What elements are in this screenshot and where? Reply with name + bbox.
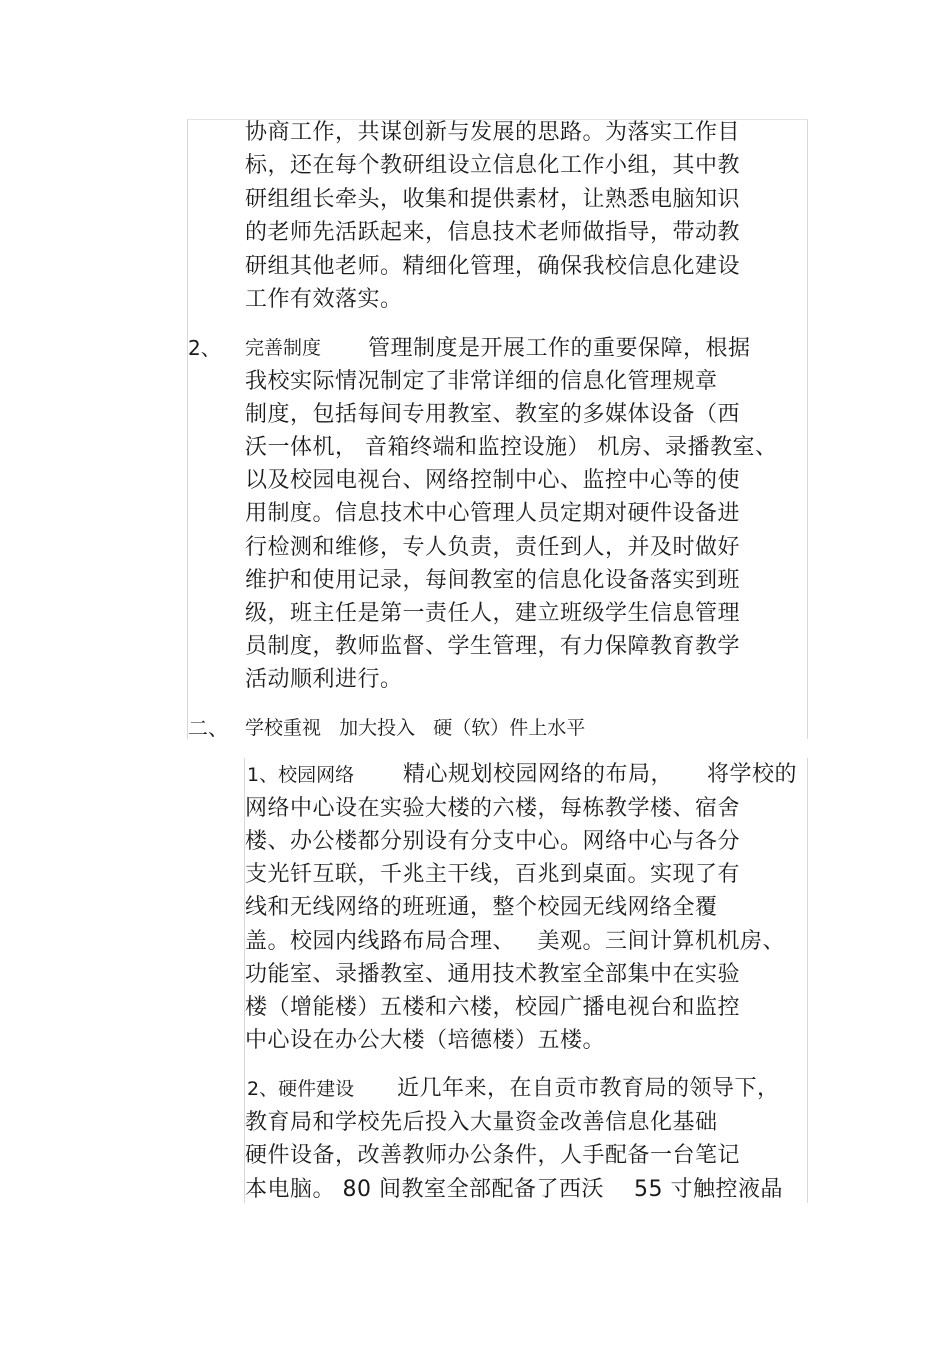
text-line: 标，还在每个教研组设立信息化工作小组，其中教 xyxy=(245,153,741,178)
text-line: 研组组长牵头，收集和提供素材，让熟悉电脑知识 xyxy=(245,187,741,212)
text-line: 线和无线网络的班班通，整个校园无线网络全覆 xyxy=(245,895,718,920)
text-line: 的老师先活跃起来，信息技术老师做指导，带动教 xyxy=(245,220,741,245)
text-line: 管理制度是开展工作的重要保障，根据 xyxy=(368,336,751,361)
text-line: 硬件设备，改善教师办公条件，人手配备一台笔记 xyxy=(245,1143,741,1168)
text-line: 维护和使用记录，每间教室的信息化设备落实到班 xyxy=(245,568,741,593)
text-line: 网络中心设在实验大楼的六楼，每栋教学楼、宿舍 xyxy=(245,796,741,821)
text-line: 用制度。信息技术中心管理人员定期对硬件设备进 xyxy=(245,501,741,526)
inner-right-border xyxy=(807,758,808,1203)
text-line: 以及校园电视台、网络控制中心、监控中心等的使 xyxy=(245,468,741,493)
text-line: 盖。校园内线路布局合理、 美观。三间计算机机房、 xyxy=(245,929,785,954)
text-line: 沃一体机， 音箱终端和监控设施） 机房、录播教室、 xyxy=(245,435,778,460)
text-line: 本电脑。 80 间教室全部配备了西沃 55 寸触控液晶 xyxy=(245,1177,783,1202)
text-line: 将学校的 xyxy=(707,762,798,787)
table-left-border xyxy=(187,119,188,739)
text-line: 研组其他老师。精细化管理，确保我校信息化建设 xyxy=(245,254,741,279)
sub-item-label: 1、校园网络 xyxy=(247,764,355,786)
section-title: 学校重视 加大投入 硬（软）件上水平 xyxy=(245,717,586,739)
text-line: 精心规划校园网络的布局， xyxy=(403,762,674,787)
text-line: 近几年来，在自贡市教育局的领导下， xyxy=(397,1076,780,1101)
text-line: 级，班主任是第一责任人，建立班级学生信息管理 xyxy=(245,601,741,626)
text-line: 制度，包括每间专用教室、教室的多媒体设备（西 xyxy=(245,402,741,427)
text-line: 协商工作，共谋创新与发展的思路。为落实工作目 xyxy=(245,120,741,145)
section-number: 二、 xyxy=(188,716,228,740)
text-line: 楼、办公楼都分别设有分支中心。网络中心与各分 xyxy=(245,829,741,854)
text-line: 我校实际情况制定了非常详细的信息化管理规章 xyxy=(245,369,718,394)
text-line: 活动顺利进行。 xyxy=(245,667,403,692)
item-heading: 完善制度 xyxy=(245,337,322,359)
text-line: 支光钎互联，千兆主干线，百兆到桌面。实现了有 xyxy=(245,862,741,887)
text-line: 员制度，教师监督、学生管理，有力保障教育教学 xyxy=(245,634,741,659)
text-line: 工作有效落实。 xyxy=(245,287,403,312)
text-line: 中心设在办公大楼（培德楼）五楼。 xyxy=(245,1028,606,1053)
table-right-border xyxy=(807,119,808,739)
text-line: 楼（增能楼）五楼和六楼，校园广播电视台和监控 xyxy=(245,995,741,1020)
item-number: 2、 xyxy=(188,336,221,360)
text-line: 教育局和学校先后投入大量资金改善信息化基础 xyxy=(245,1110,718,1135)
sub-item-label: 2、硬件建设 xyxy=(247,1078,355,1100)
text-line: 功能室、录播教室、通用技术教室全部集中在实验 xyxy=(245,962,741,987)
text-line: 行检测和维修，专人负责，责任到人，并及时做好 xyxy=(245,535,741,560)
